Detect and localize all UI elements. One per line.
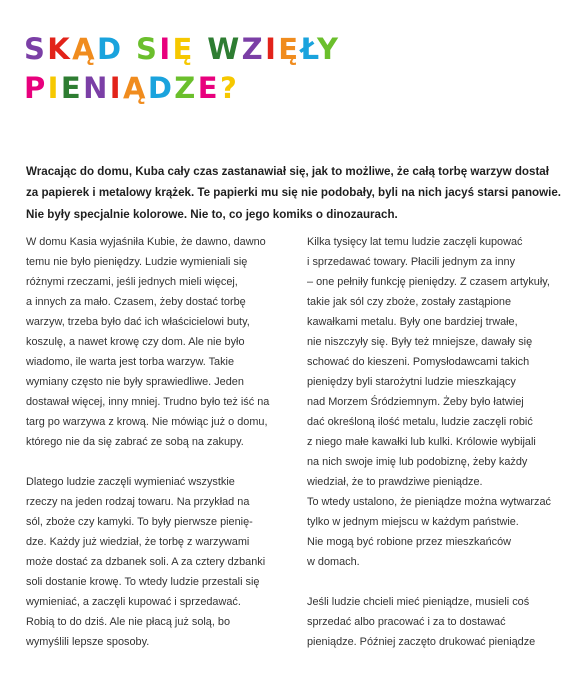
text-line: różnymi rzeczami, jeśli jednych mieli więcej,: [26, 276, 238, 288]
text-line: temu nie było pieniędzy. Ludzie wymieniali się: [26, 256, 248, 268]
title-letter: Ł: [300, 32, 317, 66]
text-line: wiadomo, ile warta jest torba warzyw. Takie: [26, 356, 235, 368]
text-line: którego nie da się zabrać ze sobą na zakupy.: [26, 436, 244, 448]
title-letter: [195, 32, 208, 66]
text-line: wymiany często nie były sprawiedliwe. Jeden: [26, 376, 244, 388]
text-line: pieniądze. Później zaczęto drukować pieniądze: [307, 636, 536, 648]
title-letter: I: [159, 32, 173, 66]
text-line: W domu Kasia wyjaśniła Kubie, że dawno, dawno: [26, 236, 266, 248]
text-line: warzyw, trzeba było dać ich właścicielowi buty,: [26, 316, 250, 328]
text-line: – one pełniły funkcję pieniędzy. Z czasem artykuły,: [307, 276, 550, 288]
text-line: Dlatego ludzie zaczęli wymieniać wszystkie: [26, 476, 235, 488]
text-line: nad Morzem Śródziemnym. Żeby było łatwiej: [307, 396, 524, 408]
right-column: [307, 232, 579, 672]
title-letter: ?: [219, 71, 240, 105]
title-letter: N: [83, 71, 110, 105]
text-line: i sprzedawać towary. Płacili jednym za inny: [307, 256, 516, 268]
title-line: [24, 30, 564, 69]
title-letter: D: [97, 32, 124, 66]
title-letter: Ę: [172, 32, 195, 66]
text-line: tylko w jednym miejscu w każdym państwie.: [307, 516, 519, 528]
title-letter: Ą: [122, 71, 148, 105]
text-line: targ po warzywa z krową. Nie mówiąc już o domu,: [26, 416, 268, 428]
text-line: na nich swoje imię lub podobiznę, żeby każdy: [307, 456, 528, 468]
text-line: z niego małe kawałki lub kulki. Królowie wybijali: [307, 436, 536, 448]
left-column: [26, 232, 288, 672]
title-letter: D: [147, 71, 175, 105]
text-line: rzeczy na jeden rodzaj towaru. Na przykład na: [26, 496, 250, 508]
text-line: dostawał więcej, inny mniej. Trudno było też iść na: [26, 396, 270, 408]
text-line: wiedział, że to prawdziwe pieniądze.: [307, 476, 483, 488]
text-line: nie niszczyły się. Były też mniejsze, dawały się: [307, 336, 533, 348]
title-letter: E: [197, 71, 220, 105]
text-line: w domach.: [307, 556, 360, 568]
lead-line: Wracając do domu, Kuba cały czas zastanawiał się, jak to możliwe, że całą torbę warzyw dostał: [26, 165, 549, 178]
text-line: koszulę, a nawet krowę czy dom. Ale nie było: [26, 336, 245, 348]
lead-line: za papierek i metalowy krążek. Te papierki mu się nie podobały, byli na nich jacyś starsi panowie.: [26, 186, 562, 200]
text-line: takie jak sól czy zboże, zostały zastąpione: [307, 296, 511, 308]
text-line: wymyślili lepsze sposoby.: [26, 636, 150, 648]
title-letter: S: [24, 32, 48, 66]
text-line: a innych za mało. Czasem, żeby dostać torbę: [26, 296, 246, 308]
title-letter: Ę: [278, 32, 301, 66]
lead-line: Nie były specjalnie kolorowe. Nie to, co jego komiks o dinozaurach.: [26, 207, 398, 221]
title-letter: E: [60, 71, 84, 105]
text-line: pieniędzy byli starożytni ludzie mieszkający: [307, 376, 516, 388]
page-title: [24, 30, 564, 108]
text-line: kawałkami metalu. Były one bardziej trwałe,: [307, 316, 518, 328]
title-letter: S: [136, 32, 160, 66]
text-line: dać określoną ilość metalu, ludzie zaczęli robić: [307, 416, 533, 428]
text-line: wymieniać, a zaczęli kupować i sprzedawać.: [26, 596, 241, 608]
body-paragraph: [307, 232, 579, 572]
title-letter: K: [47, 32, 73, 66]
text-line: To wtedy ustalono, że pieniądze można wytwarzać: [307, 496, 551, 508]
title-letter: W: [207, 32, 242, 66]
text-line: Nie mogą być robione przez mieszkańców: [307, 536, 511, 548]
title-letter: [124, 32, 137, 66]
text-line: może dostać za dzbanek soli. A za cztery dzbanki: [26, 556, 266, 568]
text-line: Jeśli ludzie chcieli mieć pieniądze, musieli coś: [307, 596, 530, 608]
body-paragraph: [26, 472, 288, 652]
title-letter: Z: [241, 32, 266, 66]
text-line: dze. Każdy już wiedział, że torbę z warzywami: [26, 536, 250, 548]
body-paragraph: [307, 592, 579, 652]
text-line: sprzedać albo pracować i za to dostawać: [307, 616, 506, 628]
title-line: [24, 69, 564, 108]
text-line: Robią to do dziś. Ale nie płacą już solą, bo: [26, 616, 231, 628]
title-letter: Ą: [72, 32, 98, 66]
text-line: Kilka tysięcy lat temu ludzie zaczęli kupować: [307, 236, 523, 248]
title-letter: Y: [317, 32, 341, 66]
text-line: schować do kieszeni. Pomysłodawcami takich: [307, 356, 530, 368]
title-letter: I: [47, 71, 61, 105]
text-line: sól, zboże czy kamyki. To były pierwsze pienię-: [26, 516, 253, 528]
title-letter: I: [265, 32, 279, 66]
text-line: soli dostanie krowę. To wtedy ludzie przestali się: [26, 576, 260, 588]
body-paragraph: [26, 232, 288, 452]
title-letter: Z: [174, 71, 198, 105]
title-letter: P: [24, 71, 48, 105]
title-letter: I: [109, 71, 123, 105]
lead-paragraph: [26, 161, 566, 225]
